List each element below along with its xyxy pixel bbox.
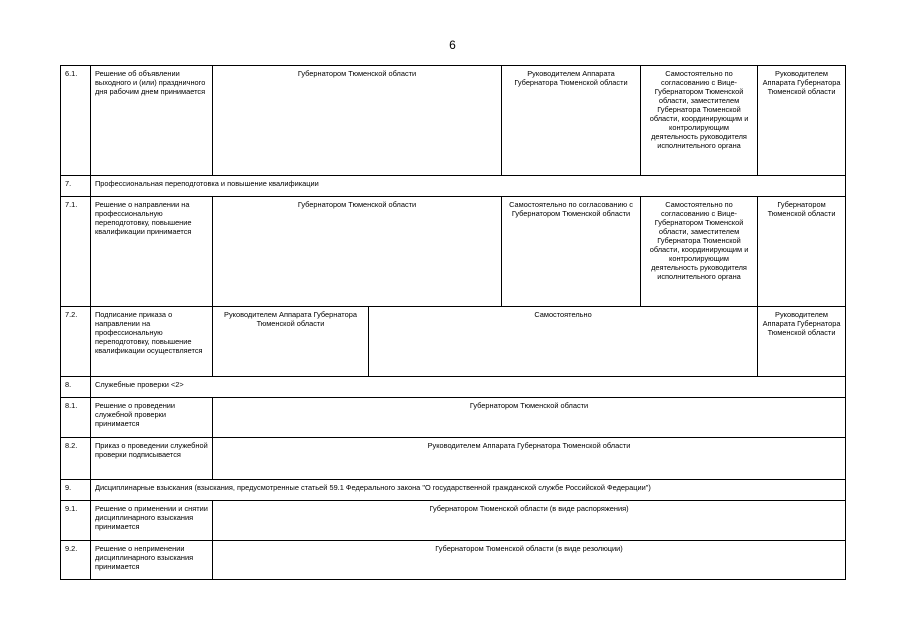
authority-cell: Губернатором Тюменской области (в виде распоряжения) — [213, 501, 846, 541]
authority-cell: Самостоятельно по согласованию с Вице-Губернатором Тюменской области, заместителем Губернатора Тюменской области, координирующим и контролирующим деятельность руководителя исполнительного органа — [641, 197, 758, 307]
row-description: Решение о направлении на профессиональную переподготовку, повышение квалификации принимается — [91, 197, 213, 307]
page-number: 6 — [449, 38, 456, 52]
authority-cell: Руководителем Аппарата Губернатора Тюменской области — [758, 307, 846, 377]
section-row — [61, 480, 846, 501]
section-title: Дисциплинарные взыскания (взыскания, предусмотренные статьей 59.1 Федерального закона "О государственной гражданской службе Российской Федерации") — [91, 480, 846, 501]
row-number: 8.2. — [61, 438, 91, 480]
row-description: Решение о проведении служебной проверки принимается — [91, 398, 213, 438]
row-number: 7.2. — [61, 307, 91, 377]
authority-cell: Самостоятельно — [369, 307, 758, 377]
section-number: 9. — [61, 480, 91, 501]
table-row — [61, 307, 846, 377]
authority-cell: Губернатором Тюменской области (в виде резолюции) — [213, 541, 846, 580]
authority-cell: Губернатором Тюменской области — [213, 398, 846, 438]
table-row — [61, 541, 846, 580]
table-row — [61, 501, 846, 541]
authority-cell: Самостоятельно по согласованию с Вице-Губернатором Тюменской области, заместителем Губернатора Тюменской области, координирующим и контролирующим деятельность руководителя исполнительного органа — [641, 66, 758, 176]
authority-cell: Самостоятельно по согласованию с Губернатором Тюменской области — [502, 197, 641, 307]
authority-cell: Руководителем Аппарата Губернатора Тюменской области — [502, 66, 641, 176]
row-description: Подписание приказа о направлении на профессиональную переподготовку, повышение квалификации осуществляется — [91, 307, 213, 377]
row-description: Решение о применении и снятии дисциплинарного взыскания принимается — [91, 501, 213, 541]
table-row — [61, 197, 846, 307]
table-row — [61, 438, 846, 480]
section-title: Служебные проверки <2> — [91, 377, 846, 398]
row-number: 7.1. — [61, 197, 91, 307]
row-number: 9.2. — [61, 541, 91, 580]
row-description: Решение об объявлении выходного и (или) праздничного дня рабочим днем принимается — [91, 66, 213, 176]
authority-cell: Руководителем Аппарата Губернатора Тюменской области — [213, 307, 369, 377]
row-description: Решение о неприменении дисциплинарного взыскания принимается — [91, 541, 213, 580]
row-number: 6.1. — [61, 66, 91, 176]
authority-cell: Губернатором Тюменской области — [758, 197, 846, 307]
row-description: Приказ о проведении служебной проверки подписывается — [91, 438, 213, 480]
section-row — [61, 176, 846, 197]
section-number: 8. — [61, 377, 91, 398]
authority-cell: Губернатором Тюменской области — [213, 197, 502, 307]
row-number: 8.1. — [61, 398, 91, 438]
table-row — [61, 66, 846, 176]
section-title: Профессиональная переподготовка и повышение квалификации — [91, 176, 846, 197]
authority-cell: Губернатором Тюменской области — [213, 66, 502, 176]
authority-cell: Руководителем Аппарата Губернатора Тюменской области — [758, 66, 846, 176]
section-row — [61, 377, 846, 398]
authority-cell: Руководителем Аппарата Губернатора Тюменской области — [213, 438, 846, 480]
table-row — [61, 398, 846, 438]
authority-table — [60, 65, 846, 580]
row-number: 9.1. — [61, 501, 91, 541]
section-number: 7. — [61, 176, 91, 197]
